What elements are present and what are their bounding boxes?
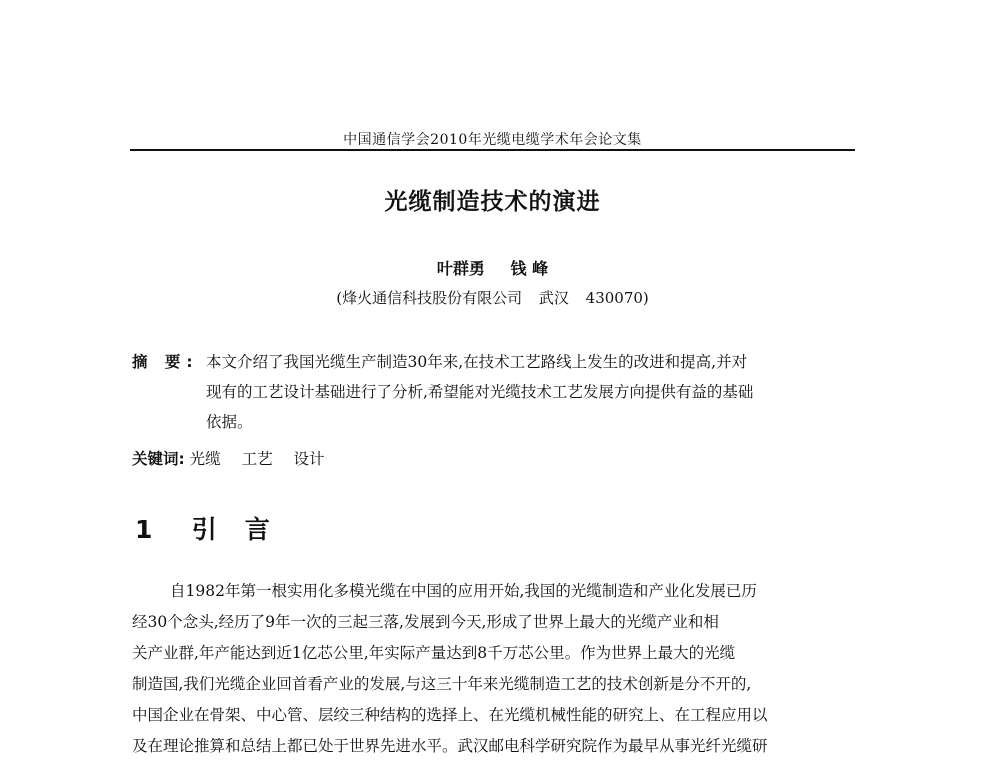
paragraph-line: 及在理论推算和总结上都已处于世界先进水平。武汉邮电科学研究院作为最早从事光纤光缆研 — [132, 737, 768, 755]
paragraph-line: 中国企业在骨架、中心管、层绞三种结构的选择上、在光缆机械性能的研究上、在工程应用以 — [132, 706, 768, 724]
paragraph-line: 自1982年第一根实用化多模光缆在中国的应用开始,我国的光缆制造和产业化发展已历 — [170, 582, 757, 600]
keyword: 设计 — [293, 450, 325, 468]
abstract — [132, 347, 857, 437]
affiliation — [130, 287, 855, 308]
header-rule — [130, 149, 855, 151]
abstract-label: 摘 要: — [132, 353, 199, 371]
body-paragraph — [132, 576, 857, 762]
running-header: 中国通信学会2010年光缆电缆学术年会论文集 — [343, 132, 642, 148]
paper-title: 光缆制造技术的演进 — [384, 189, 601, 215]
abstract-line: 本文介绍了我国光缆生产制造30年来,在技术工艺路线上发生的改进和提高,并对 — [206, 353, 748, 371]
authors — [130, 256, 855, 279]
affiliation-org: (烽火通信科技股份有限公司 — [336, 289, 523, 307]
abstract-line: 现有的工艺设计基础进行了分析,希望能对光缆技术工艺发展方向提供有益的基础 — [206, 383, 754, 401]
keywords — [132, 447, 341, 469]
paragraph-line: 制造国,我们光缆企业回首看产业的发展,与这三十年来光缆制造工艺的技术创新是分不开的, — [132, 675, 752, 693]
affiliation-postcode: 430070) — [585, 289, 649, 307]
abstract-body — [206, 347, 857, 437]
section-heading — [135, 510, 298, 546]
author-name: 钱 峰 — [510, 259, 549, 278]
abstract-line: 依据。 — [206, 413, 253, 431]
paragraph-line: 经30个念头,经历了9年一次的三起三落,发展到今天,形成了世界上最大的光缆产业和相 — [132, 613, 719, 631]
author-name: 叶群勇 — [436, 259, 485, 278]
keyword: 光缆 — [189, 450, 221, 468]
paragraph-line: 关产业群,年产能达到近1亿芯公里,年实际产量达到8千万芯公里。作为世界上最大的光缆 — [132, 644, 736, 662]
keywords-label: 关键词: — [132, 450, 185, 468]
keyword: 工艺 — [241, 450, 273, 468]
section-title: 引言 — [191, 515, 298, 544]
affiliation-city: 武汉 — [538, 289, 569, 307]
section-number: 1 — [135, 515, 153, 544]
